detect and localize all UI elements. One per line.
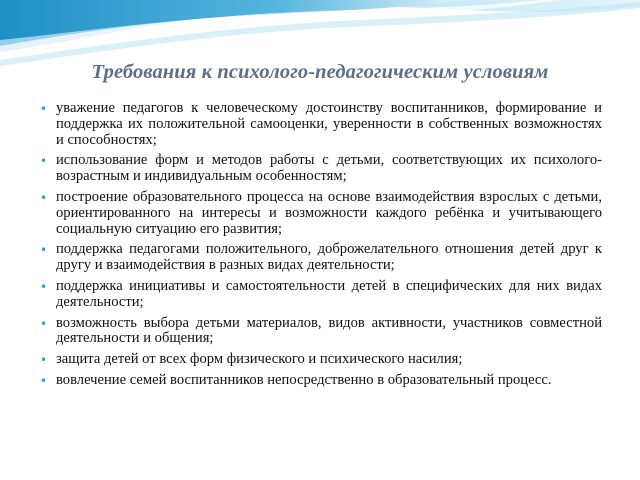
list-item-text: защита детей от всех форм физического и психического насилия; — [56, 351, 463, 368]
bullet-icon: • — [40, 102, 48, 116]
list-item — [40, 316, 602, 348]
bullet-icon: • — [40, 279, 48, 294]
bullet-icon: • — [40, 190, 48, 205]
list-item-text: поддержка инициативы и самостоятельности детей в специфических для них видах деятельности; — [56, 277, 602, 310]
list-item-text: возможность выбора детьми материалов, видов активности, участников совместной деятельности и общения; — [56, 314, 602, 347]
list-item-text: использование форм и методов работы с детьми, соответствующих их психолого-возрастным и индивидуальным особенностям; — [56, 152, 602, 185]
list-item — [40, 373, 602, 389]
list-item-text: поддержка педагогами положительного, доброжелательного отношения детей друг к другу и взаимодействия в разных видах деятельности; — [56, 241, 602, 274]
list-item — [40, 352, 602, 368]
list-item — [40, 153, 602, 185]
list-item-text: построение образовательного процесса на основе взаимодействия взрослых с детьми, ориентированного на интересы и возможности каждого ребёнка и учитывающего социальную ситуацию его развития; — [56, 188, 602, 237]
bullet-icon: • — [40, 154, 48, 169]
slide-title: Требования к психолого-педагогическим условиям — [91, 61, 549, 83]
bullet-icon: • — [40, 243, 48, 258]
list-item-text: вовлечение семей воспитанников непосредственно в образовательный процесс. — [56, 371, 552, 388]
bullet-icon: • — [40, 316, 48, 331]
requirements-list — [40, 101, 602, 394]
bullet-icon: • — [40, 373, 48, 388]
list-item-text: уважение педагогов к человеческому достоинству воспитанников, формирование и поддержка их положительной самооценки, уверенности в собственных возможностях и способностях; — [56, 100, 602, 148]
bullet-icon: • — [40, 353, 48, 368]
list-item — [40, 101, 602, 148]
list-item — [40, 279, 602, 311]
list-item — [40, 190, 602, 237]
list-item — [40, 242, 602, 274]
